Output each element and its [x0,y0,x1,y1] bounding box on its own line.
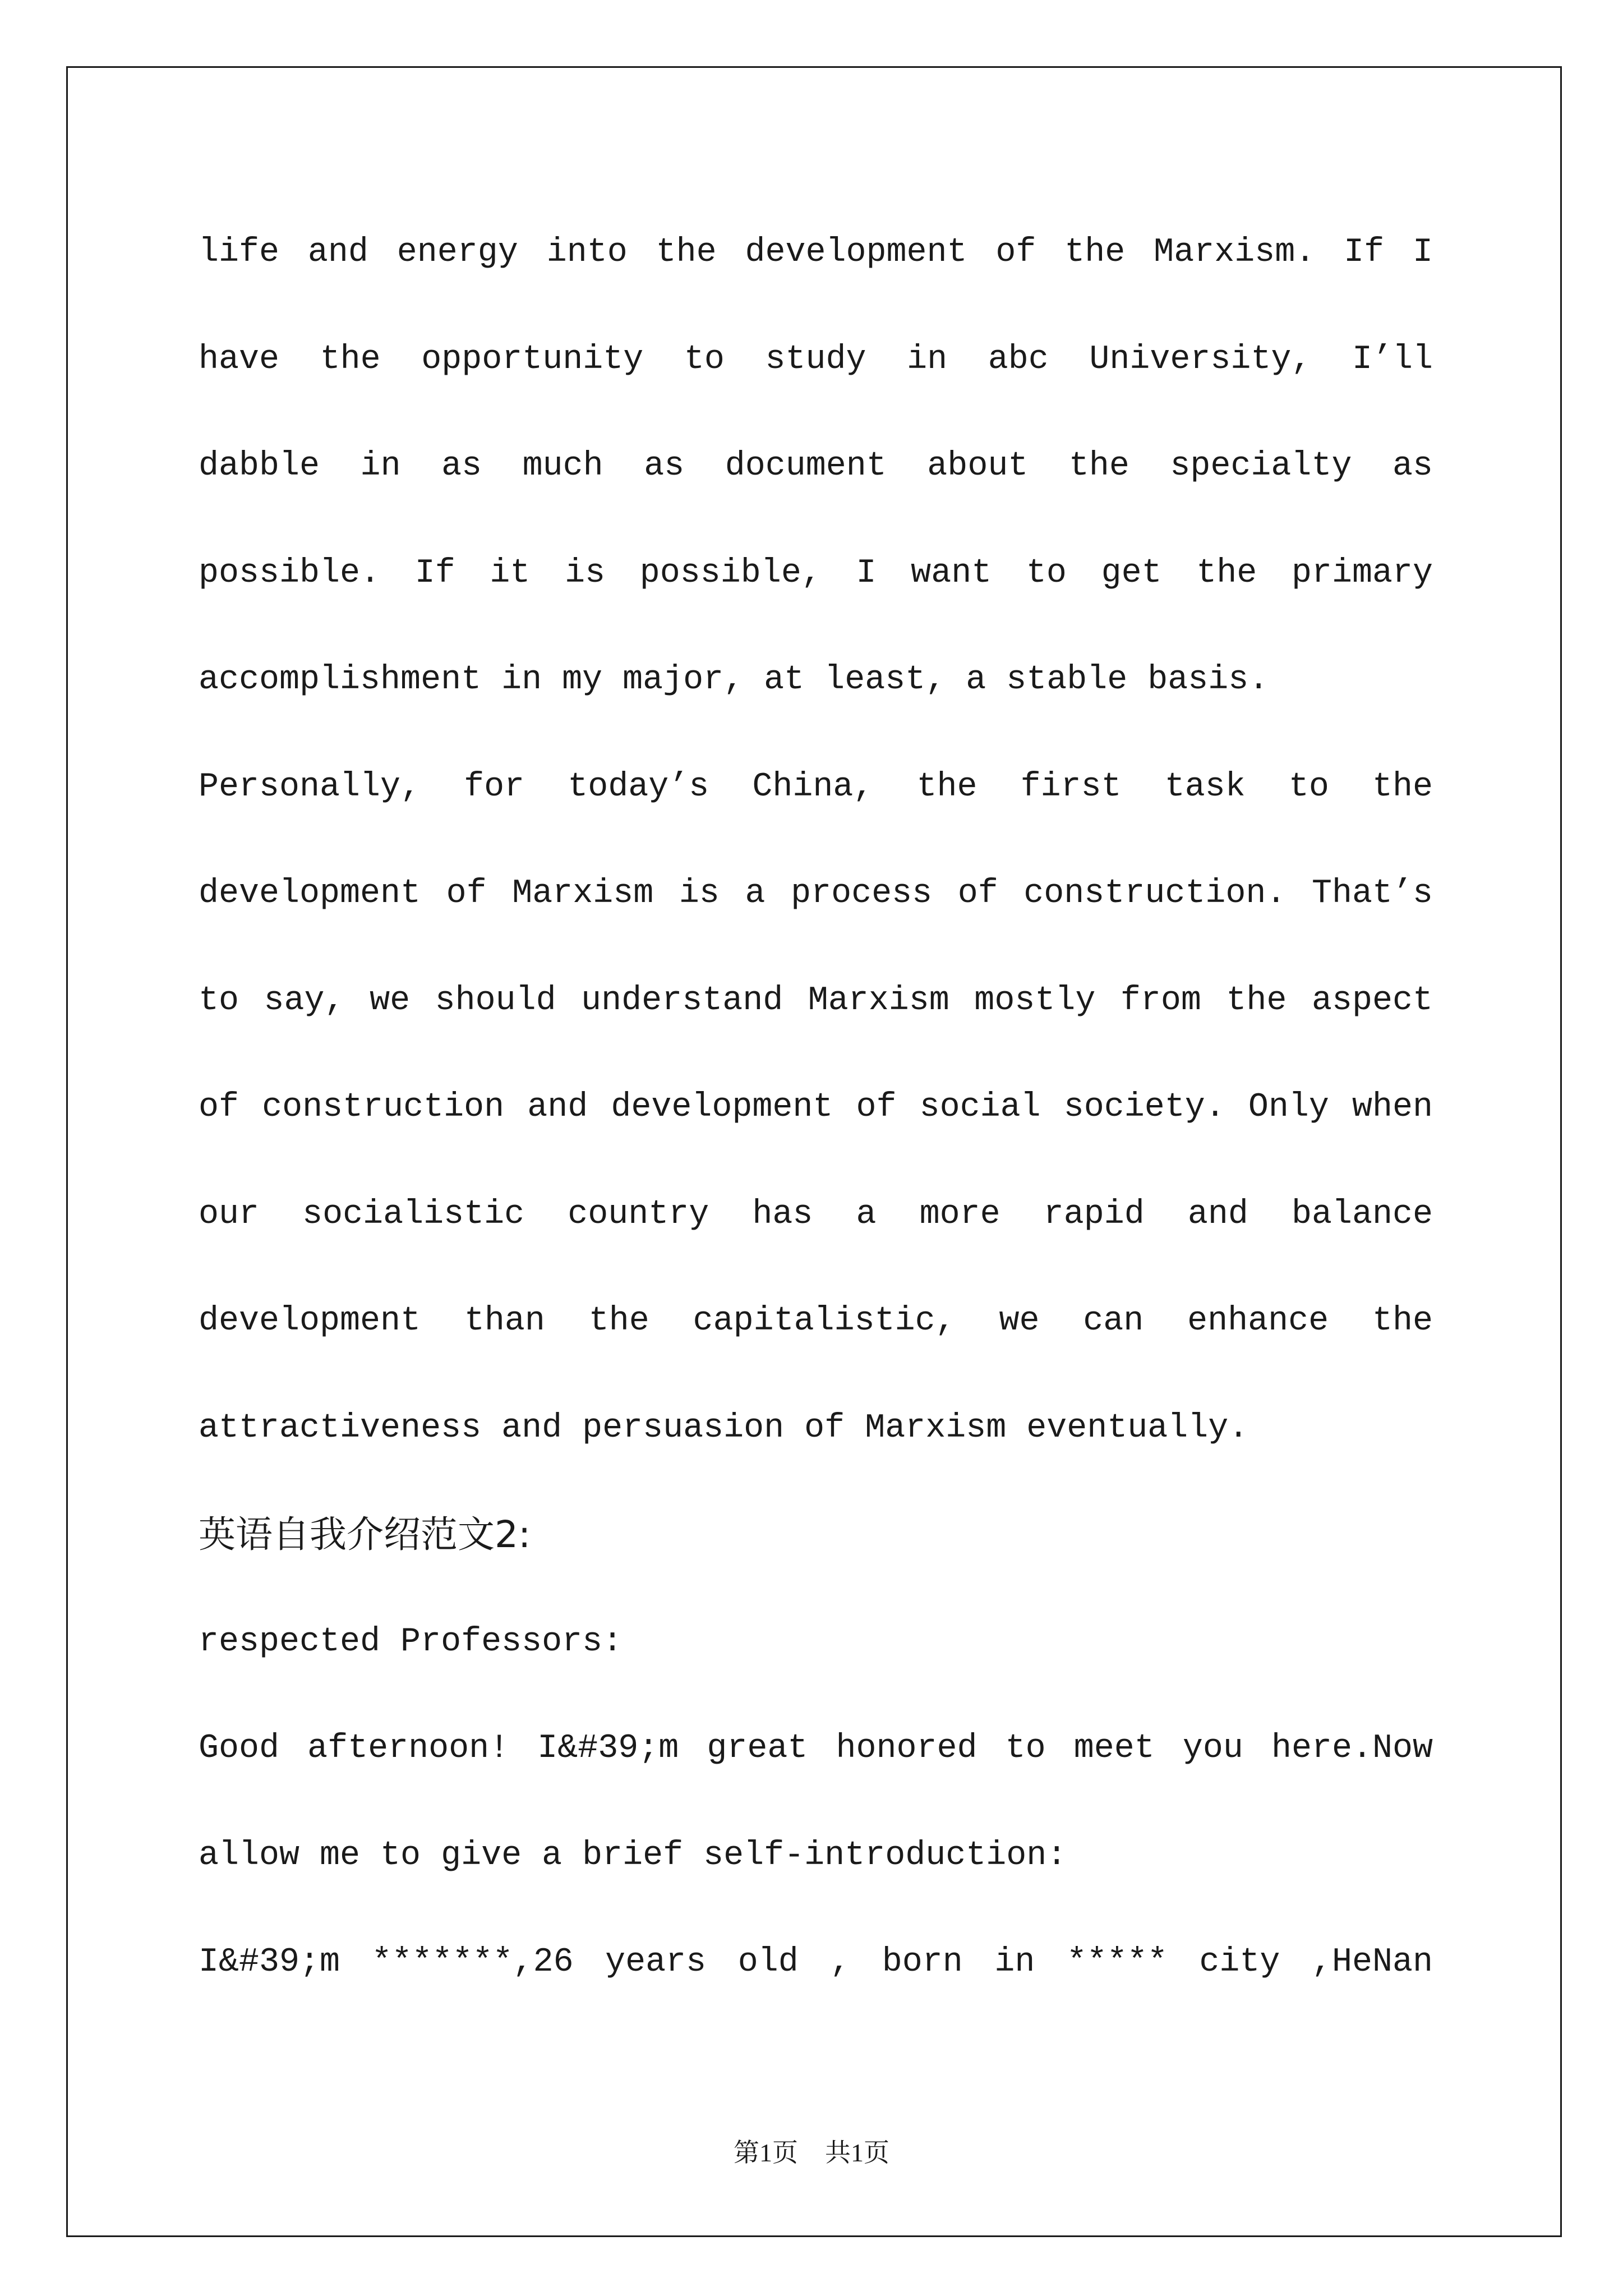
text-line: I&#39;m *******,26 years old , born in ***** city ,HeNan [199,1943,1433,1981]
text-line: Personally, for today’s China, the first task to the [199,768,1433,806]
text-line: dabble in as much as document about the specialty as [199,447,1433,485]
page-number-total: 共1页 [825,2138,889,2167]
text-line: Good afternoon! I&#39;m great honored to meet you here.Now [199,1729,1433,1768]
text-line: life and energy into the development of the Marxism. If I [199,233,1433,272]
text-line: accomplishment in my major, at least, a stable basis. [199,661,1269,699]
text-line: have the opportunity to study in abc University, I’ll [199,341,1433,379]
text-line: to say, we should understand Marxism mostly from the aspect [199,982,1433,1020]
page-border [66,66,1562,2237]
text-line: possible. If it is possible, I want to get the primary [199,554,1433,592]
salutation: respected Professors: [199,1623,623,1661]
page-number-current: 第1页 [734,2138,798,2167]
text-line: development of Marxism is a process of construction. That’s [199,875,1433,913]
text-line: of construction and development of social society. Only when [199,1088,1433,1126]
text-line: our socialistic country has a more rapid and balance [199,1195,1433,1234]
text-line: development than the capitalistic, we can enhance the [199,1302,1433,1340]
text-line: allow me to give a brief self-introduction: [199,1837,1067,1875]
page-footer [0,2137,1623,2169]
section-heading: 英语自我介绍范文2: [199,1513,531,1556]
text-line: attractiveness and persuasion of Marxism eventually. [199,1409,1249,1447]
